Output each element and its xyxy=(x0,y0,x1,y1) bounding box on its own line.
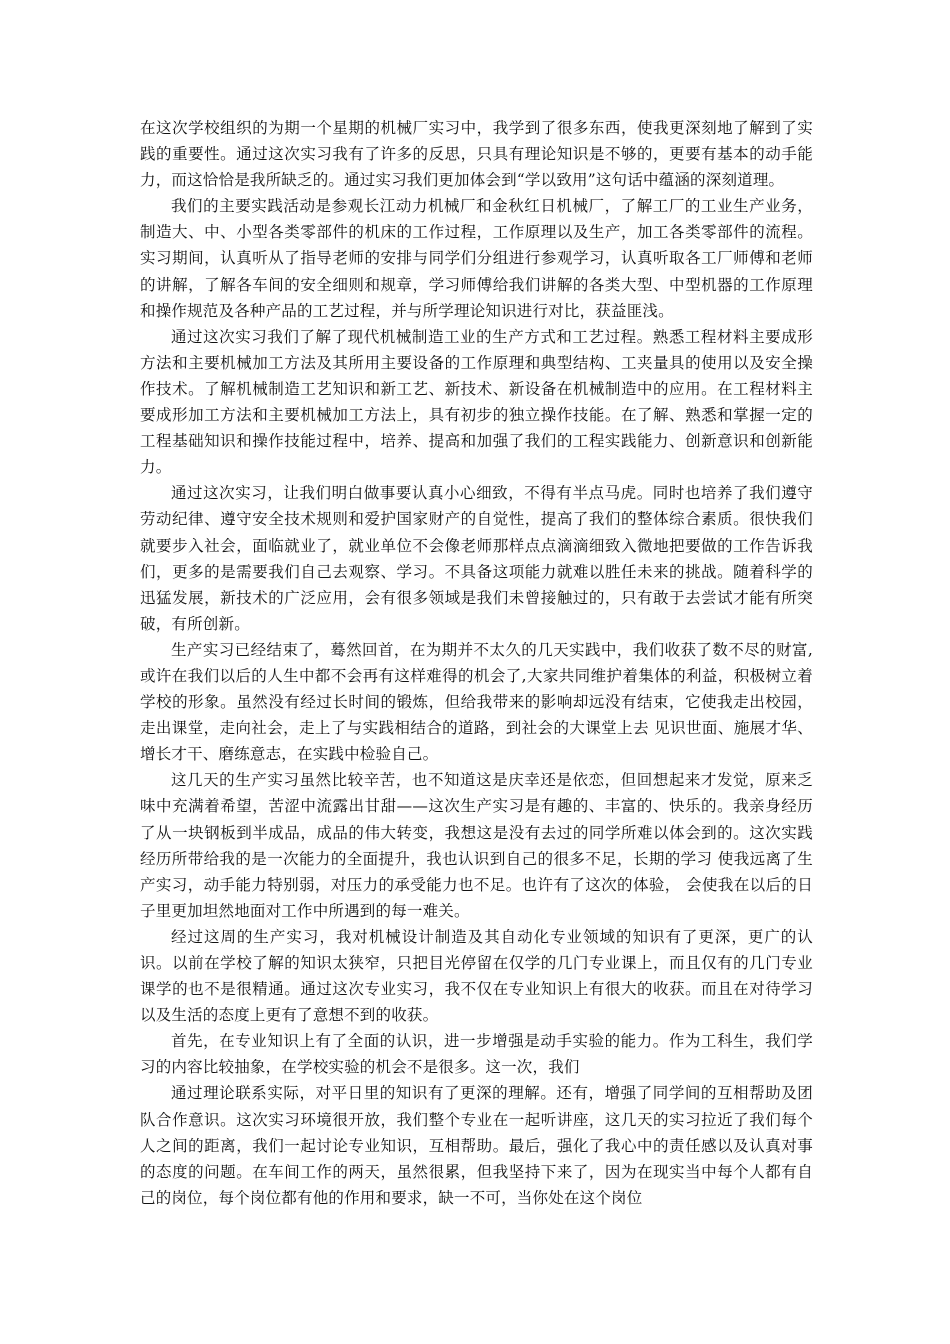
paragraph-5: 生产实习已经结束了，蓦然回首，在为期并不太久的几天实践中，我们收获了数不尽的财富,或许在我们以后的人生中都不会再有这样难得的机会了,大家共同维护着集体的利益，积极树立着学校的形象。虽然没有经过长时间的锻炼，但给我带来的影响却远没有结束，它使我走出校园，走出课堂，走向社会，走上了与实践相结合的道路，到社会的大课堂上去 见识世面、施展才华、增长才干、磨练意志，在实践中检验自己。 xyxy=(140,640,813,764)
paragraph-9: 通过理论联系实际，对平日里的知识有了更深的理解。还有，增强了同学间的互相帮助及团队合作意识。这次实习环境很开放，我们整个专业在一起听讲座，这几天的实习拉近了我们每个人之间的距离，我们一起讨论专业知识，互相帮助。最后，强化了我心中的责任感以及认真对事的态度的问题。在车间工作的两天，虽然很累，但我坚持下来了，因为在现实当中每个人都有自己的岗位，每个岗位都有他的作用和要求，缺一不可，当你处在这个岗位 xyxy=(140,1084,813,1207)
paragraph-7: 经过这周的生产实习，我对机械设计制造及其自动化专业领域的知识有了更深，更广的认识。以前在学校了解的知识太狭窄，只把目光停留在仅学的几门专业课上，而且仅有的几门专业课学的也不是很精通。通过这次专业实习，我不仅在专业知识上有很大的收获。而且在对待学习以及生活的态度上更有了意想不到的收获。 xyxy=(140,927,813,1025)
paragraph-1: 在这次学校组织的为期一个星期的机械厂实习中，我学到了很多东西，使我更深刻地了解到了实践的重要性。通过这次实习我有了许多的反思，只具有理论知识是不够的，更要有基本的动手能力，而这恰恰是我所缺乏的。通过实习我们更加体会到“学以致用”这句话中蕴涵的深刻道理。 xyxy=(140,119,813,190)
paragraph-4: 通过这次实习，让我们明白做事要认真小心细致，不得有半点马虎。同时也培养了我们遵守劳动纪律、遵守安全技术规则和爱护国家财产的自觉性，提高了我们的整体综合素质。很快我们就要步入社会，面临就业了，就业单位不会像老师那样点点滴滴细致入微地把要做的工作告诉我们，更多的是需要我们自己去观察、学习。不具备这项能力就难以胜任未来的挑战。随着科学的迅猛发展，新技术的广泛应用，会有很多领域是我们未曾接触过的，只有敢于去尝试才能有所突破，有所创新。 xyxy=(140,484,813,633)
paragraph-3: 通过这次实习我们了解了现代机械制造工业的生产方式和工艺过程。熟悉工程材料主要成形方法和主要机械加工方法及其所用主要设备的工作原理和典型结构、工夹量具的使用以及安全操作技术。了解机械制造工艺知识和新工艺、新技术、新设备在机械制造中的应用。在工程材料主要成形加工方法和主要机械加工方法上，具有初步的独立操作技能。在了解、熟悉和掌握一定的工程基础知识和操作技能过程中，培养、提高和加强了我们的工程实践能力、创新意识和创新能力。 xyxy=(140,327,813,477)
paragraph-8: 首先，在专业知识上有了全面的认识，进一步增强是动手实验的能力。作为工科生，我们学习的内容比较抽象，在学校实验的机会不是很多。这一次，我们 xyxy=(140,1032,813,1077)
paragraph-6: 这几天的生产实习虽然比较辛苦，也不知道这是庆幸还是依恋，但回想起来才发觉，原来乏味中充满着希望，苦涩中流露出甘甜——这次生产实习是有趣的、丰富的、快乐的。我亲身经历了从一块钢板到半成品，成品的伟大转变，我想这是没有去过的同学所难以体会到的。这次实践经历所带给我的是一次能力的全面提升，我也认识到自己的很多不足，长期的学习 使我远离了生产实习，动手能力特别弱，对压力的承受能力也不足。也许有了这次的体验， 会使我在以后的日子里更加坦然地面对工作中所遇到的每一难关。 xyxy=(140,771,813,920)
document-body xyxy=(140,115,813,1211)
paragraph-2: 我们的主要实践活动是参观长江动力机械厂和金秋红日机械厂，了解工厂的工业生产业务，制造大、中、小型各类零部件的机床的工作过程，工作原理以及生产，加工各类零部件的流程。实习期间，认真听从了指导老师的安排与同学们分组进行参观学习，认真听取各工厂师傅和老师的讲解，了解各车间的安全细则和规章，学习师傅给我们讲解的各类大型、中型机器的工作原理和操作规范及各种产品的工艺过程，并与所学理论知识进行对比，获益匪浅。 xyxy=(140,197,813,320)
